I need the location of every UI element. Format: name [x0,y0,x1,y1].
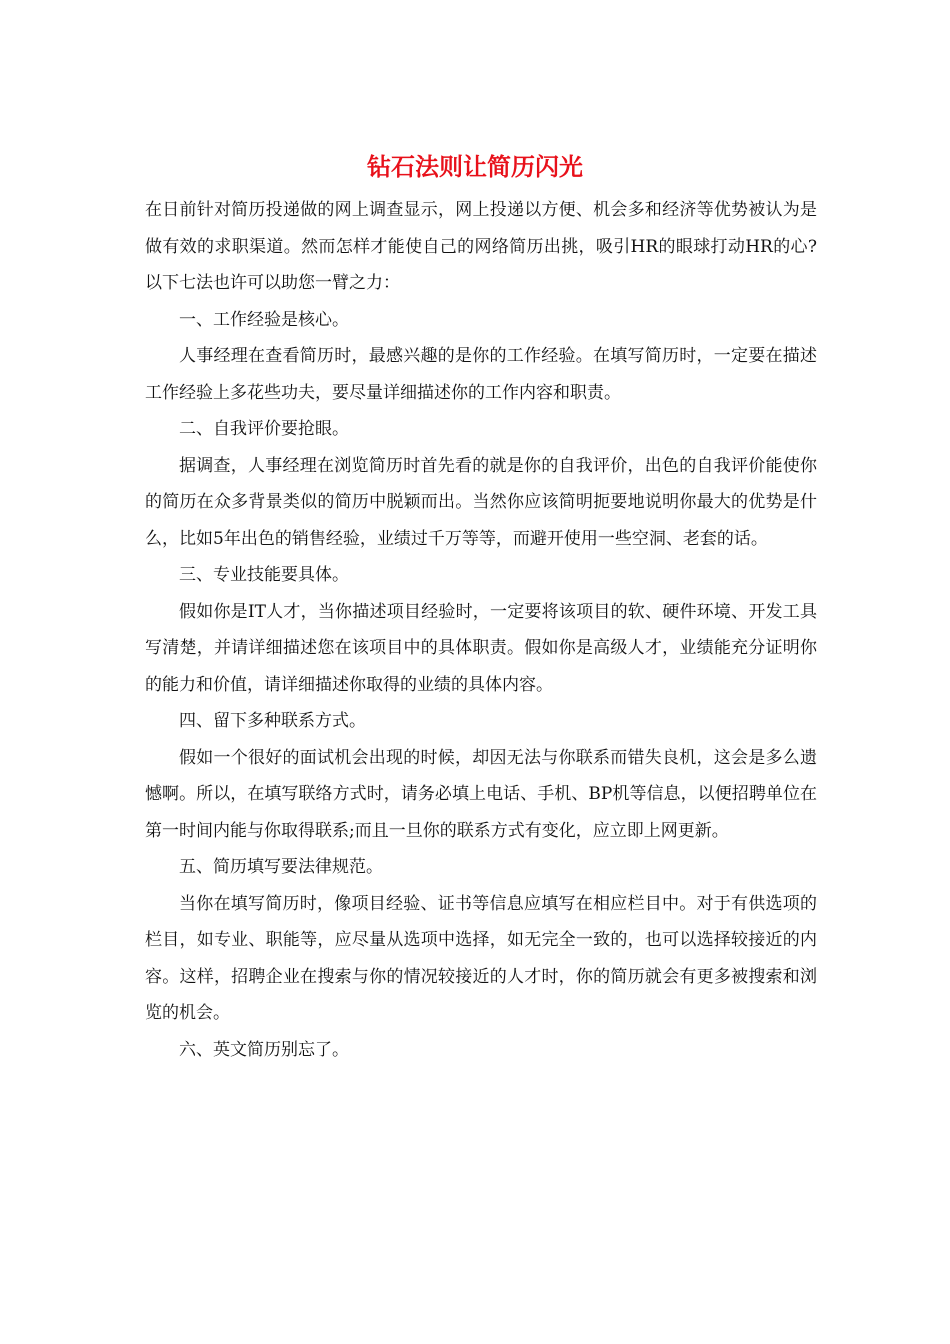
section-heading-2: 二、自我评价要抢眼。 [179,419,349,439]
section-body-4: 假如一个很好的面试机会出现的时候，却因无法与你联系而错失良机，这会是多么遗憾啊。所以，在填写联络方式时，请务必填上电话、手机、BP机等信息，以便招聘单位在第一时间内能与你取得联系;而且一旦你的联系方式有变化，应立即上网更新。 [145,747,817,841]
section-heading-3: 三、专业技能要具体。 [179,565,349,585]
document-body [145,192,817,1068]
section-heading-6: 六、英文简历别忘了。 [179,1039,349,1060]
section-body-3: 假如你是IT人才，当你描述项目经验时，一定要将该项目的软、硬件环境、开发工具写清楚，并请详细描述您在该项目中的具体职责。假如你是高级人才，业绩能充分证明你的能力和价值，请详细描述你取得的业绩的具体内容。 [145,601,817,695]
section-heading-4: 四、留下多种联系方式。 [179,711,366,731]
document-title: 钻石法则让简历闪光 [367,152,583,181]
intro-paragraph: 在日前针对简历投递做的网上调查显示，网上投递以方便、机会多和经济等优势被认为是做有效的求职渠道。然而怎样才能使自己的网络简历出挑，吸引HR的眼球打动HR的心?以下七法也许可以助您一臂之力： [145,200,817,293]
section-body-5: 当你在填写简历时，像项目经验、证书等信息应填写在相应栏目中。对于有供选项的栏目，如专业、职能等，应尽量从选项中选择，如无完全一致的，也可以选择较接近的内容。这样，招聘企业在搜索与你的情况较接近的人才时，你的简历就会有更多被搜索和浏览的机会。 [145,893,817,1023]
section-heading-1: 一、工作经验是核心。 [179,309,349,330]
section-body-1: 人事经理在查看简历时，最感兴趣的是你的工作经验。在填写简历时，一定要在描述工作经验上多花些功夫，要尽量详细描述你的工作内容和职责。 [145,346,817,403]
section-body-2: 据调查，人事经理在浏览简历时首先看的就是你的自我评价，出色的自我评价能使你的简历在众多背景类似的简历中脱颖而出。当然你应该简明扼要地说明你最大的优势是什么，比如5年出色的销售经验，业绩过千万等等，而避开使用一些空洞、老套的话。 [145,455,817,549]
section-heading-5: 五、简历填写要法律规范。 [179,857,383,877]
